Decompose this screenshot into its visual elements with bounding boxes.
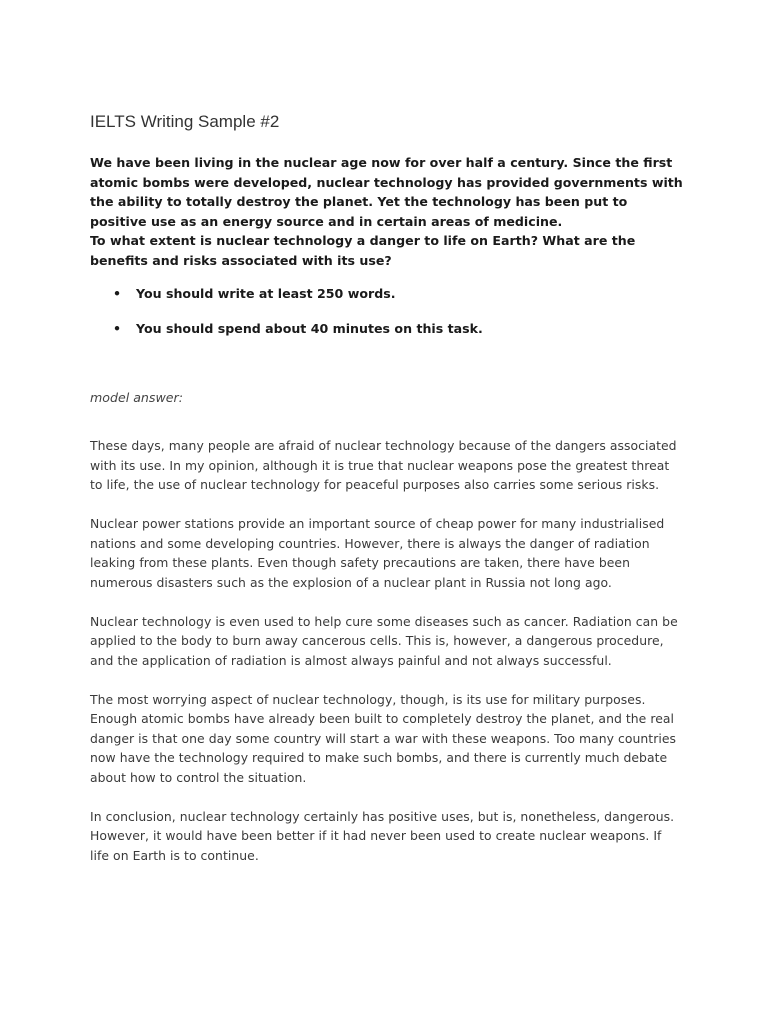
essay-paragraph: In conclusion, nuclear technology certainly has positive uses, but is, nonetheless, dangerous. However, it would have been better if it had never been used to create nuclear weapons. If life on Earth is to continue. [90,808,675,863]
essay-paragraph: Nuclear power stations provide an important source of cheap power for many industrialised nations and some developing countries. However, there is always the danger of radiation leaking from these plants. Even though safety precautions are taken, there have been numerous disasters such as the explosion of a nuclear plant in Russia not long ago. [90,516,665,590]
page-title: IELTS Writing Sample #2 [90,112,280,131]
instruction-item [90,284,690,303]
instruction-text: You should spend about 40 minutes on this task. [136,321,483,336]
prompt-line: the ability to totally destroy the planet. Yet the technology has been put to [90,194,628,209]
prompt-line: atomic bombs were developed, nuclear technology has provided governments with [90,174,683,190]
essay-paragraph: Nuclear technology is even used to help cure some diseases such as cancer. Radiation can be applied to the body to burn away cancerous cells. This is, however, a dangerous procedure, and the application of radiation is almost always painful and not always successful. [90,613,678,668]
essay-body [90,436,680,885]
instruction-item [90,319,690,338]
instructions-list [90,284,690,354]
instruction-text: You should write at least 250 words. [136,286,396,301]
model-answer-label: model answer: [90,390,183,405]
bullet-icon: • [112,321,122,336]
bullet-icon: • [112,286,122,301]
essay-paragraph: The most worrying aspect of nuclear technology, though, is its use for military purposes. Enough atomic bombs have already been built to completely destroy the planet, and the real danger is that one day some country will start a war with these weapons. Too many countries now have the technology required to make such bombs, and there is currently much debate about how to control the situation. [90,691,677,785]
document-page [90,0,690,1024]
prompt-line: We have been living in the nuclear age now for over half a century. Since the first [90,155,673,170]
task-prompt [90,153,710,270]
essay-paragraph: These days, many people are afraid of nuclear technology because of the dangers associated with its use. In my opinion, although it is true that nuclear weapons pose the greatest threat to life, the use of nuclear technology for peaceful purposes also carries some serious risks. [90,438,677,492]
prompt-line: To what extent is nuclear technology a danger to life on Earth? What are the [90,233,636,248]
prompt-line: benefits and risks associated with its use? [90,252,392,268]
prompt-line: positive use as an energy source and in certain areas of medicine. [90,213,563,229]
